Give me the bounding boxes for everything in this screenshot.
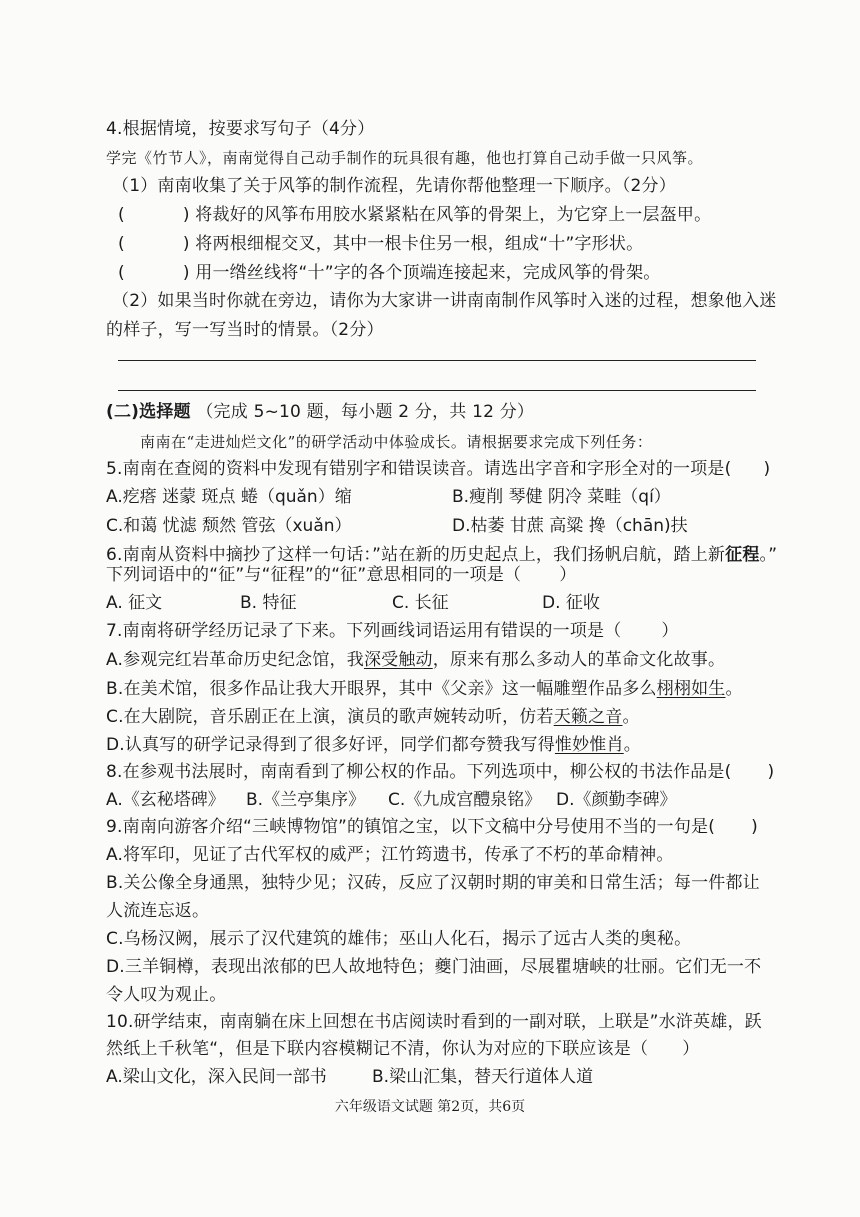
- q4-intro: 学完《竹节人》，南南觉得自己动手制作的玩具很有趣，他也打算自己动手做一只风筝。: [106, 149, 704, 167]
- q8-option-d[interactable]: D.《颜勤李碑》: [556, 790, 677, 810]
- q4-sub2-line1: （2）如果当时你就在旁边，请你为大家讲一讲南南制作风筝时入迷的过程，想象他入迷: [112, 291, 777, 311]
- q8-option-b[interactable]: B.《兰亭集序》: [246, 790, 366, 810]
- q9-stem-text: 9.南南向游客介绍“三峡博物馆”的镇馆之宝，以下文稿中分号使用不当的一句是(: [106, 817, 716, 837]
- q9-option-b-line2[interactable]: 人流连忘返。: [106, 901, 210, 921]
- q6-option-b[interactable]: B. 特征: [240, 593, 297, 613]
- q9-option-b-line1[interactable]: B.关公像全身通黑，独特少见；汉砖，反应了汉朝时期的审美和日常生活；每一件都让: [106, 873, 760, 893]
- q5-option-d[interactable]: D.枯萎 甘蔗 高粱 搀（chān)扶: [452, 516, 688, 536]
- q7-option-b[interactable]: [106, 677, 743, 701]
- q5-stem-text: 5.南南在查阅的资料中发现有错别字和错误读音。请选出字音和字形全对的一项是(: [106, 459, 732, 479]
- q4-step-text: 用一绺丝线将“十”字的各个顶端连接起来，完成风筝的骨架。: [195, 263, 661, 283]
- q10-line2: [106, 1037, 699, 1061]
- q10-option-a[interactable]: A.梁山文化，深入民间一部书: [106, 1067, 327, 1087]
- section2-intro: 南南在“走进灿烂文化”的研学活动中体验成长。请根据要求完成下列任务：: [140, 433, 653, 451]
- q4-step-text: 将两根细棍交叉，其中一根卡住另一根，组成“十”字形状。: [195, 234, 644, 254]
- q6-keyword: 征程: [725, 545, 760, 565]
- q6-line1-text: 6.南南从资料中摘抄了这样一句话：”站在新的历史起点上，我们扬帆启航，踏上新: [106, 545, 726, 565]
- q5-option-a[interactable]: A.疙瘩 迷蒙 斑点 蜷（quǎn）缩: [106, 487, 352, 507]
- q10-line2-text: 然纸上千秋笔“，但是下联内容模糊记不清，你认为对应的下联应该是（: [106, 1039, 649, 1059]
- q5-stem-end: ): [763, 459, 771, 479]
- q8-stem-end: ): [767, 762, 775, 782]
- section2-heading-row: [106, 400, 534, 424]
- q4-step-2: [118, 232, 643, 256]
- q8-option-a[interactable]: A.《玄秘塔碑》: [106, 790, 225, 810]
- q6-option-a[interactable]: A. 征文: [106, 593, 163, 613]
- option-text: D.认真写的研学记录得到了很多好评，同学们都夸赞我写得: [106, 735, 555, 755]
- q4-step-1: [118, 203, 711, 227]
- answer-paren[interactable]: ( ): [118, 263, 190, 283]
- q6-line2-end: ）: [559, 565, 577, 585]
- q8-stem: [106, 760, 774, 784]
- q7-stem-text: 7.南南将研学经历记录了下来。下列画线词语运用有错误的一项是（: [106, 621, 622, 641]
- page-footer: 六年级语文试题 第2页，共6页: [334, 1099, 526, 1115]
- option-text: C.在大剧院，音乐剧正在上演，演员的歌声婉转动听，仿若: [106, 707, 554, 727]
- answer-paren[interactable]: ( ): [118, 205, 190, 225]
- underlined-word: 惟妙惟肖: [554, 735, 624, 755]
- answer-line-1[interactable]: [118, 360, 756, 361]
- answer-paren[interactable]: ( ): [118, 234, 190, 254]
- q6-line1-end: 。”: [759, 545, 778, 565]
- q8-stem-text: 8.在参观书法展时，南南看到了柳公权的作品。下列选项中，柳公权的书法作品是(: [106, 762, 732, 782]
- section2-heading-note: （完成 5~10 题，每小题 2 分，共 12 分）: [196, 402, 535, 422]
- q4-step-text: 将裁好的风筝布用胶水紧紧粘在风筝的骨架上，为它穿上一层盔甲。: [195, 205, 712, 225]
- option-text: ，原来有那么多动人的革命文化故事。: [432, 650, 726, 670]
- q7-option-d[interactable]: [106, 733, 641, 757]
- option-text: 。: [622, 707, 640, 727]
- q7-stem-end: ）: [661, 621, 679, 641]
- option-text: A.参观完红岩革命历史纪念馆，我: [106, 650, 364, 670]
- q7-option-c[interactable]: [106, 705, 640, 729]
- option-text: 。: [623, 735, 641, 755]
- q4-title: 4.根据情境，按要求写句子（4分）: [106, 119, 375, 139]
- q6-line2: [106, 563, 576, 587]
- q4-step-3: [118, 261, 661, 285]
- q6-option-c[interactable]: C. 长征: [392, 593, 449, 613]
- q10-line1: 10.研学结束，南南躺在床上回想在书店阅读时看到的一副对联，上联是”水浒英雄，跃: [106, 1012, 762, 1032]
- q9-option-d-line2[interactable]: 令人叹为观止。: [106, 985, 227, 1005]
- option-text: 。: [725, 679, 743, 699]
- q6-option-d[interactable]: D. 征收: [542, 593, 600, 613]
- underlined-word: 深受触动: [363, 650, 433, 670]
- q9-option-a[interactable]: A.将军印，见证了古代军权的威严；江竹筠遗书，传承了不朽的革命精神。: [106, 845, 674, 865]
- q9-stem: [106, 815, 758, 839]
- underlined-word: 天籁之音: [553, 707, 623, 727]
- q5-option-b[interactable]: B.瘦削 琴健 阴冷 菜畦（qí）: [452, 487, 671, 507]
- q9-option-c[interactable]: C.乌杨汉阙，展示了汉代建筑的雄伟；巫山人化石，揭示了远古人类的奥秘。: [106, 929, 692, 949]
- q7-stem: [106, 619, 679, 643]
- section2-heading: (二)选择题: [106, 402, 191, 422]
- q4-sub2-line2: 的样子，写一写当时的情景。（2分）: [106, 320, 384, 340]
- q9-option-d-line1[interactable]: D.三羊铜樽，表现出浓郁的巴人故地特色；夔门油画，尽展瞿塘峡的壮丽。它们无一不: [106, 957, 762, 977]
- q7-option-a[interactable]: [106, 648, 725, 672]
- q6-line2-text: 下列词语中的“征”与“征程”的“征”意思相同的一项是（: [106, 565, 522, 585]
- q8-option-c[interactable]: C.《九成宫醴泉铭》: [388, 790, 542, 810]
- underlined-word: 栩栩如生: [656, 679, 726, 699]
- option-text: B.在美术馆，很多作品让我大开眼界，其中《父亲》这一幅雕塑作品多么: [106, 679, 657, 699]
- q5-stem: [106, 457, 770, 481]
- q10-line2-end: ）: [682, 1039, 700, 1059]
- q4-sub1: （1）南南收集了关于风筝的制作流程，先请你帮他整理一下顺序。（2分）: [112, 176, 676, 196]
- q5-option-c[interactable]: C.和蔼 忧滤 颓然 管弦（xuǎn）: [106, 516, 352, 536]
- q9-stem-end: ): [751, 817, 758, 837]
- q10-option-b[interactable]: B.梁山汇集，替天行道体人道: [372, 1067, 594, 1087]
- answer-line-2[interactable]: [118, 390, 756, 391]
